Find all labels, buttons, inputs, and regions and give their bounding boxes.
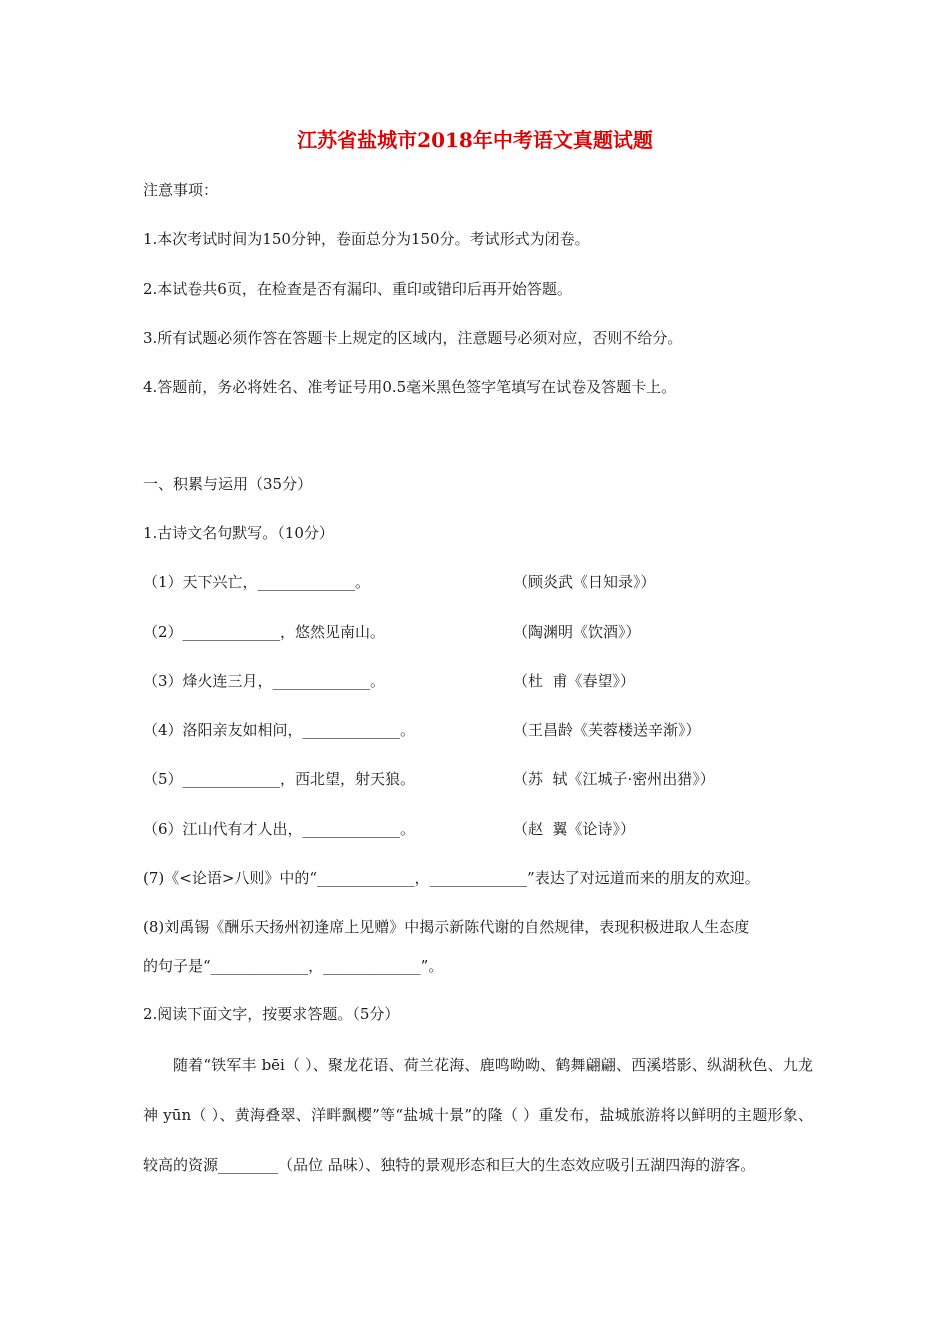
section-heading: 一、积累与运用（35分） <box>143 475 313 493</box>
recitation-item: （4）洛阳亲友如相问，_____________。 <box>143 721 416 739</box>
recitation-item: （1）天下兴亡，_____________。 <box>143 573 371 591</box>
recitation-item-8-continued: 的句子是“_____________，_____________”。 <box>143 957 444 975</box>
recitation-item: （3）烽火连三月，_____________。 <box>143 672 386 690</box>
question-heading: 1.古诗文名句默写。（10分） <box>143 524 334 542</box>
recitation-source: （杜 甫《春望》） <box>513 672 636 690</box>
document-title: 江苏省盐城市2018年中考语文真题试题 <box>297 128 653 152</box>
question-heading: 2.阅读下面文字，按要求答题。（5分） <box>143 1005 400 1023</box>
notice-item: 1.本次考试时间为150分钟，卷面总分为150分。考试形式为闭卷。 <box>143 230 590 248</box>
notice-item: 4.答题前，务必将姓名、准考证号用0.5毫米黑色签字笔填写在试卷及答题卡上。 <box>143 378 677 396</box>
recitation-item: （6）江山代有才人出，_____________。 <box>143 820 416 838</box>
reading-paragraph: 随着“铁军丰 bēi（ ）、聚龙花语、荷兰花海、鹿鸣呦呦、鹤舞翩翩、西溪塔影、纵湖秋色、九龙神 yūn（ ）、黄海叠翠、洋畔飘樱”等“盐城十景”的隆（ ）重发布，盐城旅游将以鲜明的主题形象、较高的资源________（品位 品味）、独特的景观形态和巨大的生态效应吸引五湖四海的游客。 <box>143 1056 813 1174</box>
recitation-source: （赵 翼《论诗》） <box>513 820 636 838</box>
recitation-source: （顾炎武《日知录》） <box>513 573 656 591</box>
recitation-source: （王昌龄《芙蓉楼送辛渐》） <box>513 721 701 739</box>
recitation-source: （陶渊明《饮酒》） <box>513 623 641 641</box>
notice-item: 2.本试卷共6页，在检查是否有漏印、重印或错印后再开始答题。 <box>143 280 572 298</box>
recitation-source: （苏 轼《江城子·密州出猎》） <box>513 770 715 788</box>
recitation-item-8: (8)刘禹锡《酬乐天扬州初逢席上见赠》中揭示新陈代谢的自然规律，表现积极进取人生态度 <box>143 918 750 936</box>
notice-heading: 注意事项： <box>143 181 219 199</box>
recitation-item: （2）_____________，悠然见南山。 <box>143 623 386 641</box>
recitation-item: （5）_____________，西北望，射天狼。 <box>143 770 416 788</box>
notice-item: 3.所有试题必须作答在答题卡上规定的区域内，注意题号必须对应，否则不给分。 <box>143 329 683 347</box>
recitation-item-7: (7)《<论语>八则》中的“_____________，_____________”表达了对远道而来的朋友的欢迎。 <box>143 869 760 887</box>
